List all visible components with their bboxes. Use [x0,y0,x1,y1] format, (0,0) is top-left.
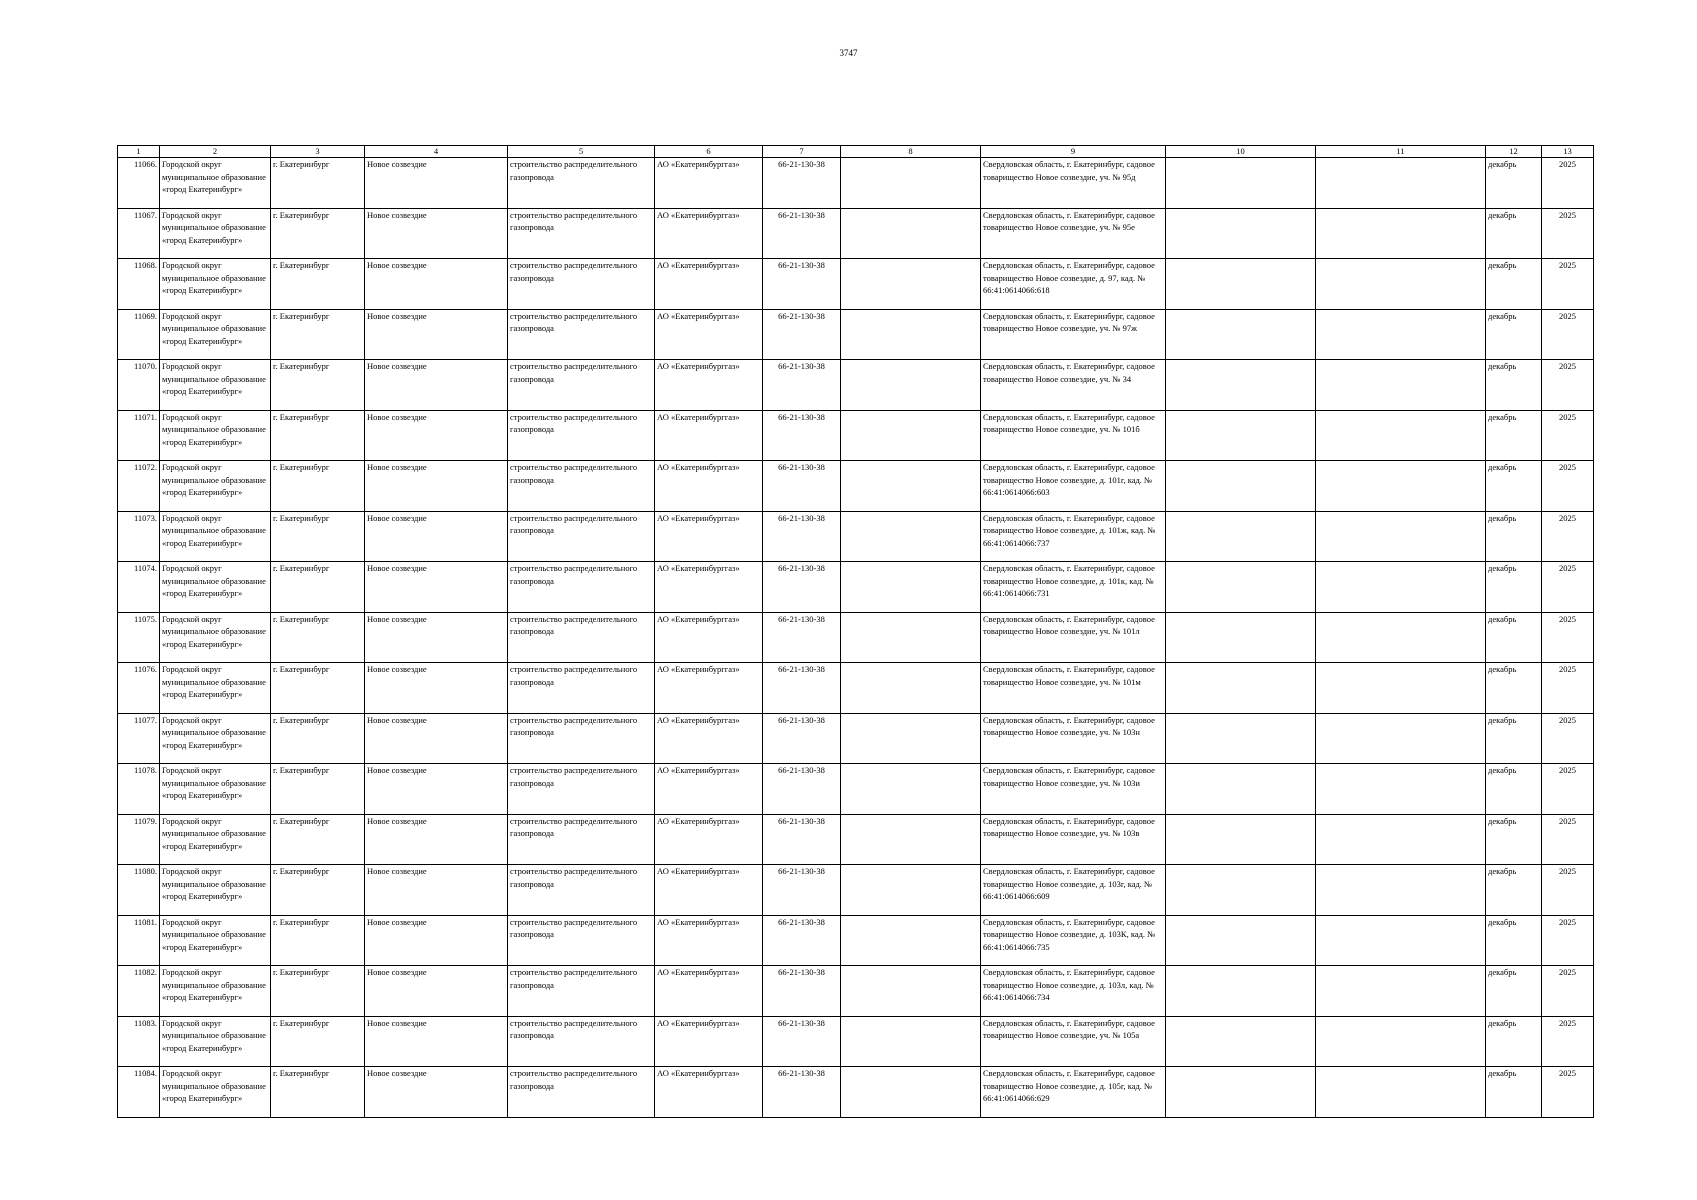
column-header: 10 [1166,146,1316,158]
work-type-cell: строительство распределительного газопровода [508,410,655,461]
municipality-cell: Городской округ муниципальное образование «город Екатеринбург» [160,966,271,1017]
column-10-cell [1166,1067,1316,1118]
row-number: 11079. [118,814,160,865]
address-cell: Свердловская область, г. Екатеринбург, садовое товарищество Новое созвездие, д. 103К, кад. № 66:41:0614066:735 [981,915,1166,966]
year-cell: 2025 [1542,461,1594,512]
work-type-cell: строительство распределительного газопровода [508,1016,655,1067]
municipality-cell: Городской округ муниципальное образование «город Екатеринбург» [160,410,271,461]
column-header: 1 [118,146,160,158]
year-cell: 2025 [1542,562,1594,613]
locality-cell: Новое созвездие [365,915,508,966]
municipality-cell: Городской округ муниципальное образование «город Екатеринбург» [160,814,271,865]
locality-cell: Новое созвездие [365,208,508,259]
municipality-cell: Городской округ муниципальное образование «город Екатеринбург» [160,360,271,411]
row-number: 11082. [118,966,160,1017]
code-cell: 66-21-130-38 [763,1067,841,1118]
column-11-cell [1316,865,1486,916]
column-8-cell [841,713,981,764]
month-cell: декабрь [1486,259,1542,310]
row-number: 11066. [118,158,160,209]
row-number: 11067. [118,208,160,259]
month-cell: декабрь [1486,360,1542,411]
table-row [118,259,1594,310]
column-8-cell [841,562,981,613]
locality-cell: Новое созвездие [365,713,508,764]
column-11-cell [1316,1067,1486,1118]
column-10-cell [1166,713,1316,764]
table-row [118,208,1594,259]
column-10-cell [1166,814,1316,865]
column-8-cell [841,663,981,714]
address-cell: Свердловская область, г. Екатеринбург, садовое товарищество Новое созвездие, уч. № 101л [981,612,1166,663]
month-cell: декабрь [1486,208,1542,259]
city-cell: г. Екатеринбург [271,562,365,613]
month-cell: декабрь [1486,663,1542,714]
address-cell: Свердловская область, г. Екатеринбург, садовое товарищество Новое созвездие, уч. № 101б [981,410,1166,461]
address-cell: Свердловская область, г. Екатеринбург, садовое товарищество Новое созвездие, уч. № 103и [981,764,1166,815]
organization-cell: АО «Екатеринбурггаз» [655,612,763,663]
year-cell: 2025 [1542,259,1594,310]
column-11-cell [1316,360,1486,411]
table-row [118,360,1594,411]
year-cell: 2025 [1542,511,1594,562]
table-row [118,410,1594,461]
column-8-cell [841,915,981,966]
column-8-cell [841,1016,981,1067]
row-number: 11071. [118,410,160,461]
work-type-cell: строительство распределительного газопровода [508,966,655,1017]
column-8-cell [841,966,981,1017]
year-cell: 2025 [1542,966,1594,1017]
locality-cell: Новое созвездие [365,1016,508,1067]
code-cell: 66-21-130-38 [763,915,841,966]
address-cell: Свердловская область, г. Екатеринбург, садовое товарищество Новое созвездие, уч. № 95д [981,158,1166,209]
column-8-cell [841,764,981,815]
month-cell: декабрь [1486,814,1542,865]
column-10-cell [1166,360,1316,411]
work-type-cell: строительство распределительного газопровода [508,713,655,764]
city-cell: г. Екатеринбург [271,158,365,209]
municipality-cell: Городской округ муниципальное образование «город Екатеринбург» [160,511,271,562]
month-cell: декабрь [1486,1067,1542,1118]
page-number: 3747 [839,48,858,58]
column-header: 12 [1486,146,1542,158]
month-cell: декабрь [1486,764,1542,815]
address-cell: Свердловская область, г. Екатеринбург, садовое товарищество Новое созвездие, д. 103г, кад. № 66:41:0614066:609 [981,865,1166,916]
locality-cell: Новое созвездие [365,865,508,916]
row-number: 11070. [118,360,160,411]
column-8-cell [841,360,981,411]
column-11-cell [1316,208,1486,259]
table-row [118,915,1594,966]
column-8-cell [841,259,981,310]
month-cell: декабрь [1486,612,1542,663]
municipality-cell: Городской округ муниципальное образование «город Екатеринбург» [160,208,271,259]
municipality-cell: Городской округ муниципальное образование «город Екатеринбург» [160,1016,271,1067]
municipality-cell: Городской округ муниципальное образование «город Екатеринбург» [160,915,271,966]
row-number: 11075. [118,612,160,663]
address-cell: Свердловская область, г. Екатеринбург, садовое товарищество Новое созвездие, уч. № 103н [981,713,1166,764]
column-10-cell [1166,511,1316,562]
month-cell: декабрь [1486,1016,1542,1067]
code-cell: 66-21-130-38 [763,1016,841,1067]
year-cell: 2025 [1542,915,1594,966]
address-cell: Свердловская область, г. Екатеринбург, садовое товарищество Новое созвездие, уч. № 101м [981,663,1166,714]
table-row [118,511,1594,562]
row-number: 11074. [118,562,160,613]
address-cell: Свердловская область, г. Екатеринбург, садовое товарищество Новое созвездие, уч. № 95е [981,208,1166,259]
row-number: 11068. [118,259,160,310]
organization-cell: АО «Екатеринбурггаз» [655,511,763,562]
address-cell: Свердловская область, г. Екатеринбург, садовое товарищество Новое созвездие, д. 101г, кад. № 66:41:0614066:603 [981,461,1166,512]
column-header: 8 [841,146,981,158]
code-cell: 66-21-130-38 [763,461,841,512]
locality-cell: Новое созвездие [365,360,508,411]
organization-cell: АО «Екатеринбурггаз» [655,360,763,411]
month-cell: декабрь [1486,966,1542,1017]
locality-cell: Новое созвездие [365,410,508,461]
municipality-cell: Городской округ муниципальное образование «город Екатеринбург» [160,309,271,360]
work-type-cell: строительство распределительного газопровода [508,612,655,663]
column-10-cell [1166,562,1316,613]
month-cell: декабрь [1486,562,1542,613]
table-row [118,461,1594,512]
month-cell: декабрь [1486,865,1542,916]
column-11-cell [1316,915,1486,966]
work-type-cell: строительство распределительного газопровода [508,865,655,916]
code-cell: 66-21-130-38 [763,814,841,865]
column-header: 2 [160,146,271,158]
column-11-cell [1316,814,1486,865]
column-header: 3 [271,146,365,158]
column-11-cell [1316,612,1486,663]
code-cell: 66-21-130-38 [763,158,841,209]
municipality-cell: Городской округ муниципальное образование «город Екатеринбург» [160,158,271,209]
registry-table [117,145,1594,1118]
column-8-cell [841,814,981,865]
year-cell: 2025 [1542,158,1594,209]
column-header: 13 [1542,146,1594,158]
row-number: 11084. [118,1067,160,1118]
table-body [118,158,1594,1118]
work-type-cell: строительство распределительного газопровода [508,562,655,613]
column-11-cell [1316,309,1486,360]
table-row [118,1067,1594,1118]
code-cell: 66-21-130-38 [763,562,841,613]
locality-cell: Новое созвездие [365,612,508,663]
row-number: 11069. [118,309,160,360]
column-10-cell [1166,764,1316,815]
month-cell: декабрь [1486,511,1542,562]
locality-cell: Новое созвездие [365,764,508,815]
locality-cell: Новое созвездие [365,1067,508,1118]
row-number: 11078. [118,764,160,815]
municipality-cell: Городской округ муниципальное образование «город Екатеринбург» [160,562,271,613]
organization-cell: АО «Екатеринбурггаз» [655,764,763,815]
locality-cell: Новое созвездие [365,259,508,310]
table-row [118,966,1594,1017]
column-10-cell [1166,915,1316,966]
column-10-cell [1166,966,1316,1017]
city-cell: г. Екатеринбург [271,814,365,865]
work-type-cell: строительство распределительного газопровода [508,511,655,562]
year-cell: 2025 [1542,309,1594,360]
month-cell: декабрь [1486,915,1542,966]
city-cell: г. Екатеринбург [271,915,365,966]
locality-cell: Новое созвездие [365,309,508,360]
year-cell: 2025 [1542,410,1594,461]
code-cell: 66-21-130-38 [763,208,841,259]
city-cell: г. Екатеринбург [271,410,365,461]
organization-cell: АО «Екатеринбурггаз» [655,461,763,512]
address-cell: Свердловская область, г. Екатеринбург, садовое товарищество Новое созвездие, уч. № 103в [981,814,1166,865]
code-cell: 66-21-130-38 [763,511,841,562]
work-type-cell: строительство распределительного газопровода [508,259,655,310]
month-cell: декабрь [1486,158,1542,209]
code-cell: 66-21-130-38 [763,966,841,1017]
column-8-cell [841,1067,981,1118]
address-cell: Свердловская область, г. Екатеринбург, садовое товарищество Новое созвездие, д. 103л, кад. № 66:41:0614066:734 [981,966,1166,1017]
table-row [118,865,1594,916]
year-cell: 2025 [1542,360,1594,411]
code-cell: 66-21-130-38 [763,410,841,461]
table-row [118,663,1594,714]
municipality-cell: Городской округ муниципальное образование «город Екатеринбург» [160,1067,271,1118]
work-type-cell: строительство распределительного газопровода [508,461,655,512]
address-cell: Свердловская область, г. Екатеринбург, садовое товарищество Новое созвездие, уч. № 97ж [981,309,1166,360]
city-cell: г. Екатеринбург [271,511,365,562]
city-cell: г. Екатеринбург [271,360,365,411]
column-header: 6 [655,146,763,158]
municipality-cell: Городской округ муниципальное образование «город Екатеринбург» [160,713,271,764]
municipality-cell: Городской округ муниципальное образование «город Екатеринбург» [160,764,271,815]
locality-cell: Новое созвездие [365,966,508,1017]
city-cell: г. Екатеринбург [271,713,365,764]
column-11-cell [1316,663,1486,714]
column-11-cell [1316,966,1486,1017]
work-type-cell: строительство распределительного газопровода [508,309,655,360]
row-number: 11080. [118,865,160,916]
city-cell: г. Екатеринбург [271,612,365,663]
column-8-cell [841,461,981,512]
organization-cell: АО «Екатеринбурггаз» [655,309,763,360]
column-10-cell [1166,865,1316,916]
city-cell: г. Екатеринбург [271,1067,365,1118]
column-header: 9 [981,146,1166,158]
address-cell: Свердловская область, г. Екатеринбург, садовое товарищество Новое созвездие, д. 101ж, кад. № 66:41:0614066:737 [981,511,1166,562]
year-cell: 2025 [1542,814,1594,865]
code-cell: 66-21-130-38 [763,764,841,815]
organization-cell: АО «Екатеринбурггаз» [655,259,763,310]
address-cell: Свердловская область, г. Екатеринбург, садовое товарищество Новое созвездие, д. 97, кад. № 66:41:0614066:618 [981,259,1166,310]
locality-cell: Новое созвездие [365,562,508,613]
year-cell: 2025 [1542,713,1594,764]
code-cell: 66-21-130-38 [763,612,841,663]
column-10-cell [1166,410,1316,461]
column-8-cell [841,511,981,562]
column-11-cell [1316,713,1486,764]
address-cell: Свердловская область, г. Екатеринбург, садовое товарищество Новое созвездие, д. 101к, кад. № 66:41:0614066:731 [981,562,1166,613]
column-11-cell [1316,259,1486,310]
month-cell: декабрь [1486,461,1542,512]
column-10-cell [1166,259,1316,310]
column-10-cell [1166,663,1316,714]
table-row [118,764,1594,815]
column-10-cell [1166,1016,1316,1067]
city-cell: г. Екатеринбург [271,259,365,310]
municipality-cell: Городской округ муниципальное образование «город Екатеринбург» [160,461,271,512]
work-type-cell: строительство распределительного газопровода [508,663,655,714]
year-cell: 2025 [1542,764,1594,815]
table-row [118,1016,1594,1067]
organization-cell: АО «Екатеринбурггаз» [655,158,763,209]
address-cell: Свердловская область, г. Екатеринбург, садовое товарищество Новое созвездие, уч. № 105а [981,1016,1166,1067]
organization-cell: АО «Екатеринбурггаз» [655,865,763,916]
column-11-cell [1316,158,1486,209]
work-type-cell: строительство распределительного газопровода [508,1067,655,1118]
city-cell: г. Екатеринбург [271,764,365,815]
column-10-cell [1166,208,1316,259]
column-header: 7 [763,146,841,158]
organization-cell: АО «Екатеринбурггаз» [655,915,763,966]
row-number: 11077. [118,713,160,764]
row-number: 11072. [118,461,160,512]
city-cell: г. Екатеринбург [271,461,365,512]
organization-cell: АО «Екатеринбурггаз» [655,208,763,259]
column-11-cell [1316,461,1486,512]
column-10-cell [1166,461,1316,512]
column-11-cell [1316,410,1486,461]
column-10-cell [1166,158,1316,209]
month-cell: декабрь [1486,410,1542,461]
city-cell: г. Екатеринбург [271,208,365,259]
organization-cell: АО «Екатеринбурггаз» [655,1016,763,1067]
organization-cell: АО «Екатеринбурггаз» [655,663,763,714]
locality-cell: Новое созвездие [365,814,508,865]
locality-cell: Новое созвездие [365,461,508,512]
table-header [118,146,1594,158]
column-11-cell [1316,511,1486,562]
code-cell: 66-21-130-38 [763,259,841,310]
year-cell: 2025 [1542,865,1594,916]
code-cell: 66-21-130-38 [763,713,841,764]
column-8-cell [841,410,981,461]
locality-cell: Новое созвездие [365,663,508,714]
month-cell: декабрь [1486,713,1542,764]
table-row [118,562,1594,613]
table-row [118,158,1594,209]
city-cell: г. Екатеринбург [271,1016,365,1067]
work-type-cell: строительство распределительного газопровода [508,360,655,411]
column-header: 4 [365,146,508,158]
work-type-cell: строительство распределительного газопровода [508,208,655,259]
address-cell: Свердловская область, г. Екатеринбург, садовое товарищество Новое созвездие, уч. № 34 [981,360,1166,411]
year-cell: 2025 [1542,612,1594,663]
work-type-cell: строительство распределительного газопровода [508,158,655,209]
column-8-cell [841,865,981,916]
organization-cell: АО «Екатеринбурггаз» [655,966,763,1017]
city-cell: г. Екатеринбург [271,865,365,916]
organization-cell: АО «Екатеринбурггаз» [655,562,763,613]
row-number: 11083. [118,1016,160,1067]
code-cell: 66-21-130-38 [763,663,841,714]
column-10-cell [1166,612,1316,663]
organization-cell: АО «Екатеринбурггаз» [655,814,763,865]
city-cell: г. Екатеринбург [271,966,365,1017]
column-10-cell [1166,309,1316,360]
city-cell: г. Екатеринбург [271,309,365,360]
municipality-cell: Городской округ муниципальное образование «город Екатеринбург» [160,612,271,663]
year-cell: 2025 [1542,663,1594,714]
organization-cell: АО «Екатеринбурггаз» [655,1067,763,1118]
code-cell: 66-21-130-38 [763,865,841,916]
work-type-cell: строительство распределительного газопровода [508,764,655,815]
month-cell: декабрь [1486,309,1542,360]
column-8-cell [841,309,981,360]
code-cell: 66-21-130-38 [763,309,841,360]
column-11-cell [1316,1016,1486,1067]
locality-cell: Новое созвездие [365,158,508,209]
table-row [118,309,1594,360]
year-cell: 2025 [1542,1016,1594,1067]
column-number-row [118,146,1594,158]
year-cell: 2025 [1542,208,1594,259]
locality-cell: Новое созвездие [365,511,508,562]
table-row [118,612,1594,663]
column-8-cell [841,208,981,259]
year-cell: 2025 [1542,1067,1594,1118]
row-number: 11081. [118,915,160,966]
municipality-cell: Городской округ муниципальное образование «город Екатеринбург» [160,259,271,310]
work-type-cell: строительство распределительного газопровода [508,814,655,865]
city-cell: г. Екатеринбург [271,663,365,714]
row-number: 11076. [118,663,160,714]
code-cell: 66-21-130-38 [763,360,841,411]
municipality-cell: Городской округ муниципальное образование «город Екатеринбург» [160,865,271,916]
address-cell: Свердловская область, г. Екатеринбург, садовое товарищество Новое созвездие, д. 105г, кад. № 66:41:0614066:629 [981,1067,1166,1118]
row-number: 11073. [118,511,160,562]
column-header: 11 [1316,146,1486,158]
municipality-cell: Городской округ муниципальное образование «город Екатеринбург» [160,663,271,714]
table-row [118,713,1594,764]
column-11-cell [1316,764,1486,815]
column-8-cell [841,158,981,209]
table-row [118,814,1594,865]
column-8-cell [841,612,981,663]
work-type-cell: строительство распределительного газопровода [508,915,655,966]
organization-cell: АО «Екатеринбурггаз» [655,410,763,461]
column-header: 5 [508,146,655,158]
column-11-cell [1316,562,1486,613]
organization-cell: АО «Екатеринбурггаз» [655,713,763,764]
